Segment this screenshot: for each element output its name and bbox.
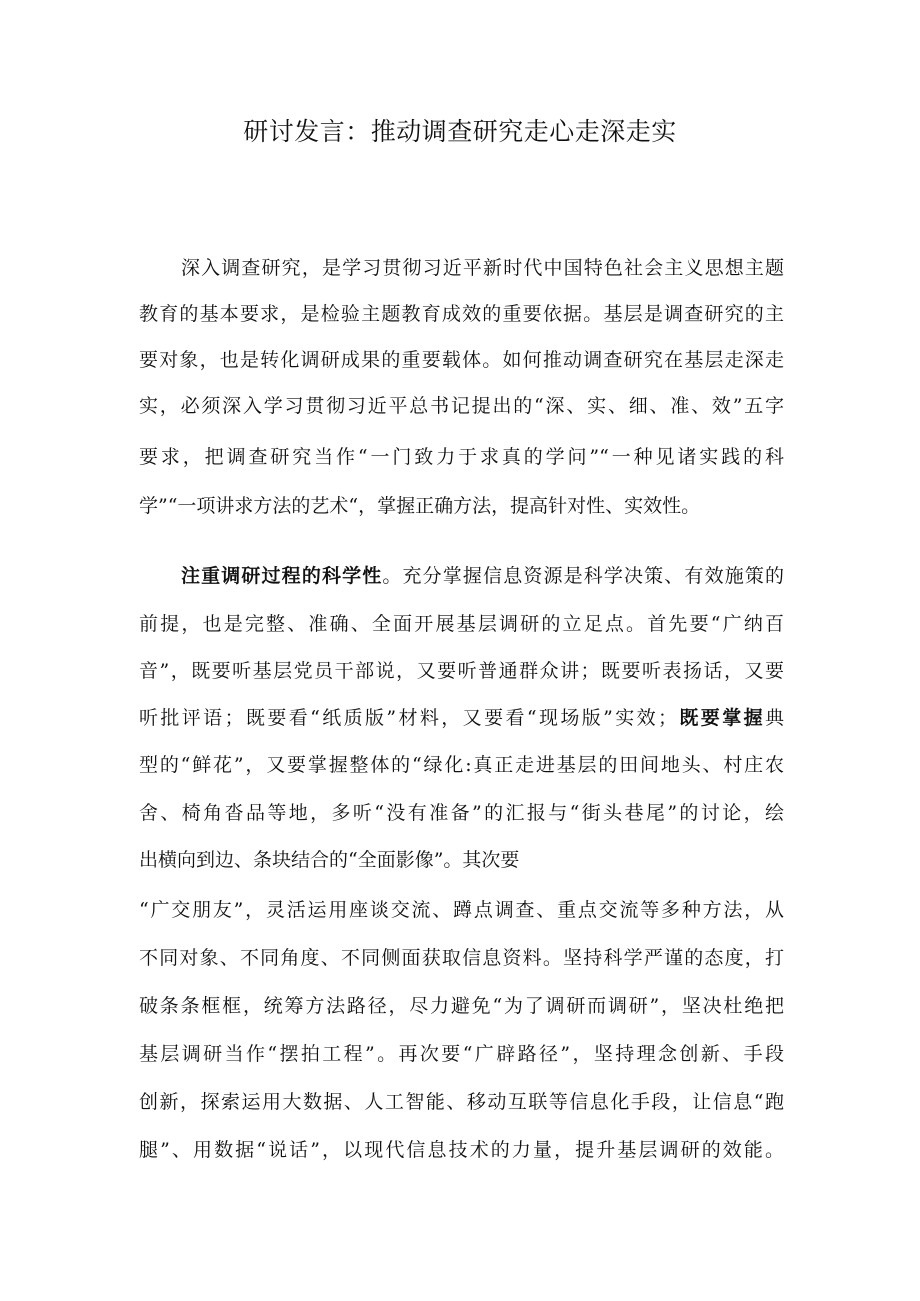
paragraph-2-line-1-text: 。充分掌握信息资源是科学决策、有效施策的	[382, 565, 784, 587]
paragraph-2-line-6: 舍、椅角沓品等地，多听“没有准备”的汇报与“街头巷尾”的讨论，绘	[139, 802, 784, 824]
paragraph-2-line-10: 破条条框框，统筹方法路径，尽力避免“为了调研而调研”，坚决杜绝把	[139, 995, 784, 1017]
paragraph-2-line-12: 创新，探索运用大数据、人工智能、移动互联等信息化手段，让信息“跑	[139, 1091, 784, 1113]
paragraph-2-line-4-text-b: 典	[764, 707, 784, 729]
paragraph-2-line-13: 腿”、用数据“说话”，以现代信息技术的力量，提升基层调研的效能。	[139, 1139, 784, 1161]
paragraph-1-line-4: 实，必须深入学习贯彻习近平总书记提出的“深、实、细、准、效”五字	[139, 395, 784, 417]
paragraph-1-line-5: 要求，把调查研究当作“一门致力于求真的学问”“一种见诸实践的科	[139, 446, 784, 468]
document-title: 研讨发言：推动调查研究走心走深走实	[243, 117, 677, 146]
paragraph-2-line-9: 不同对象、不同角度、不同侧面获取信息资料。坚持科学严谨的态度，打	[139, 947, 784, 969]
paragraph-2-line-5: 型的“鲜花”，又要掌握整体的“绿化:真正走进基层的田间地头、村庄农	[139, 754, 784, 776]
paragraph-2-line-3: 音”，既要听基层党员干部说，又要听普通群众讲；既要听表扬话，又要	[139, 660, 784, 682]
paragraph-1-line-3: 要对象，也是转化调研成果的重要载体。如何推动调查研究在基层走深走	[139, 349, 784, 371]
paragraph-2-line-7: 出横向到边、条块结合的“全面影像”。其次要	[139, 849, 520, 871]
paragraph-2-line-4-text-a: 听批评语；既要看“纸质版”材料，又要看“现场版”实效；	[139, 707, 678, 729]
paragraph-2-line-4	[139, 695, 784, 741]
paragraph-2-heading: 注重调研过程的科学性	[181, 565, 383, 587]
paragraph-2-line-2: 前提，也是完整、准确、全面开展基层调研的立足点。首先要“广纳百	[139, 613, 784, 635]
paragraph-1-line-1: 深入调查研究，是学习贯彻习近平新时代中国特色社会主义思想主题	[181, 257, 784, 279]
paragraph-1-line-2: 教育的基本要求，是检验主题教育成效的重要依据。基层是调查研究的主	[139, 303, 784, 325]
paragraph-1-line-6: 学”“一项讲求方法的艺术“，掌握正确方法，提高针对性、实效性。	[139, 495, 701, 517]
paragraph-2-line-4-bold: 既要掌握	[677, 707, 765, 729]
paragraph-2-line-1	[181, 553, 784, 599]
paragraph-2-line-11: 基层调研当作“摆拍工程”。再次要“广辟路径”，坚持理念创新、手段	[139, 1043, 784, 1065]
paragraph-2-line-8: “广交朋友”，灵活运用座谈交流、蹲点调查、重点交流等多种方法，从	[139, 899, 784, 921]
